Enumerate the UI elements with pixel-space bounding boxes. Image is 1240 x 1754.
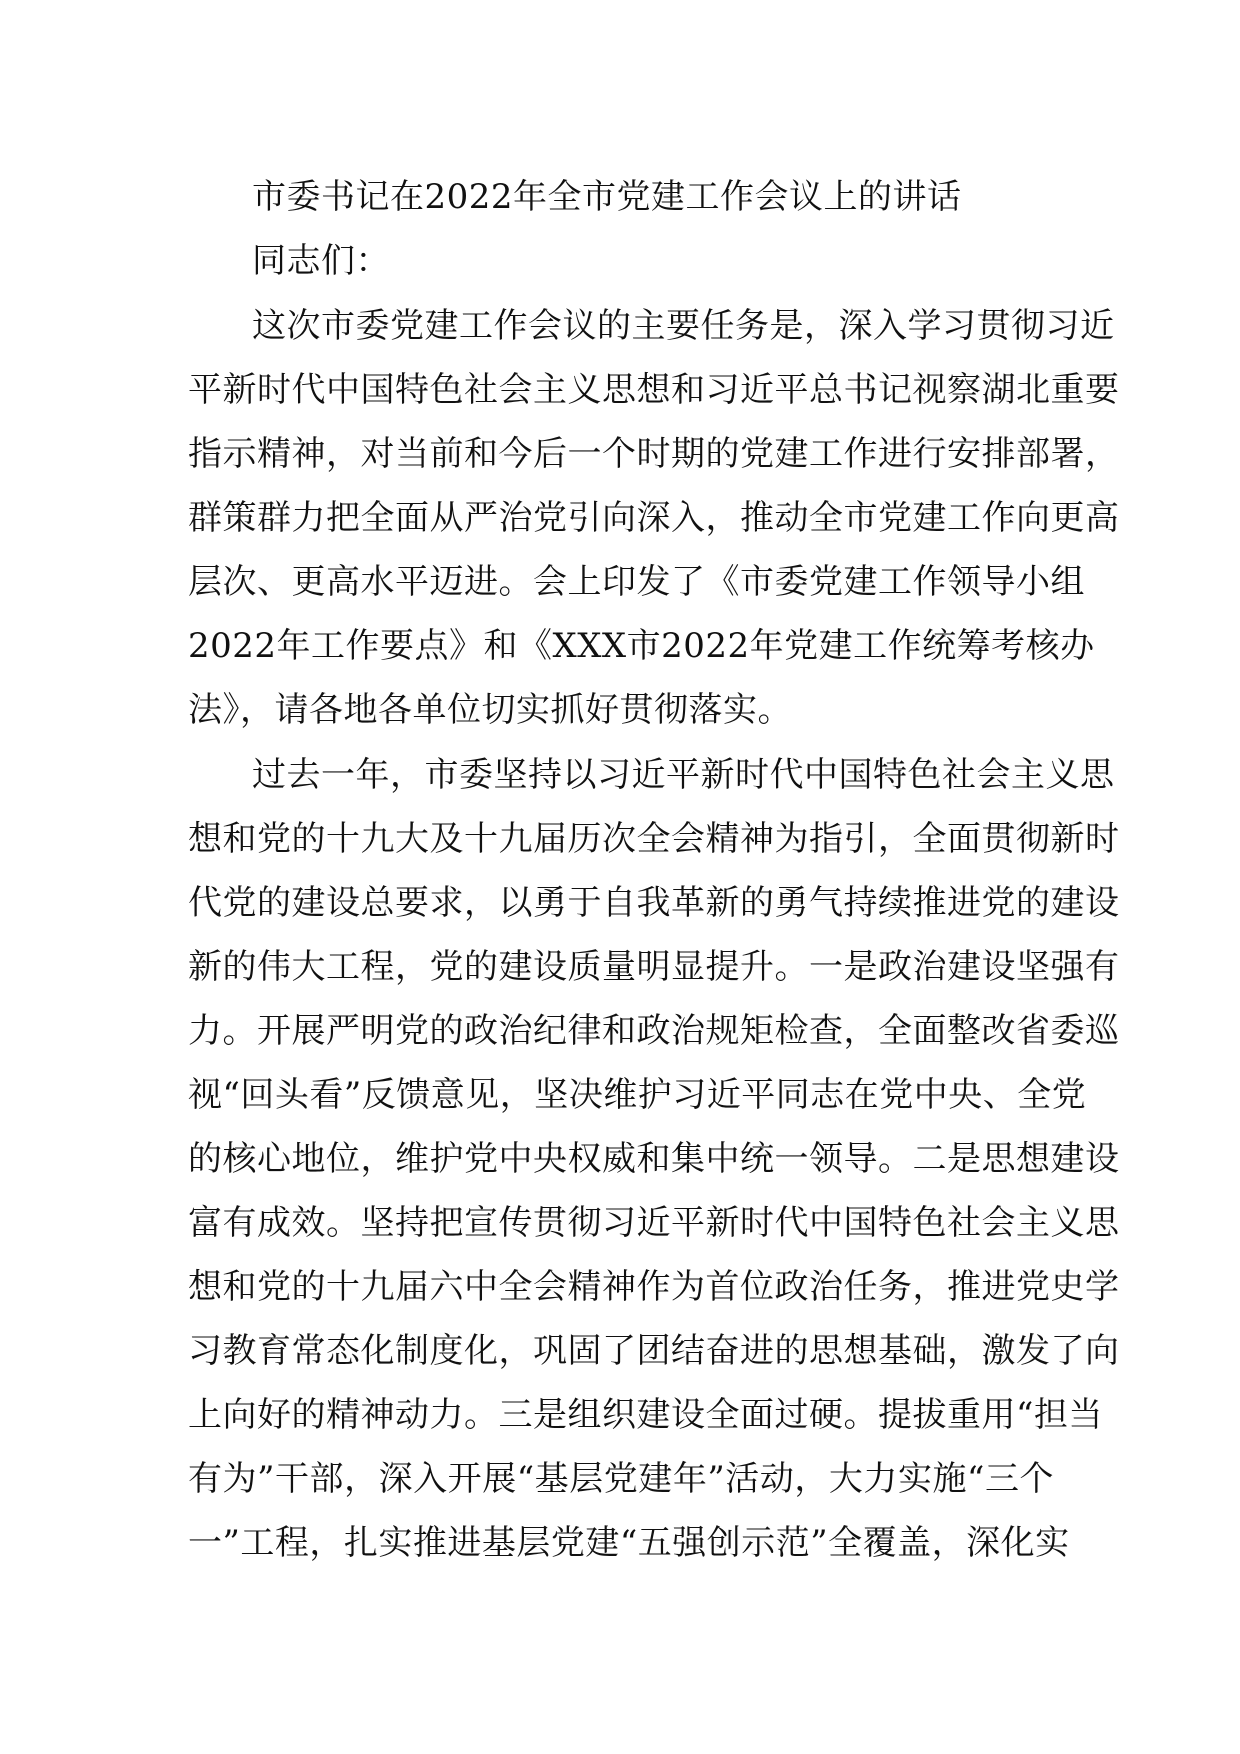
paragraph-line: 2022年工作要点》和《XXX市2022年党建工作统筹考核办 (188, 626, 1095, 666)
paragraph-line: 想和党的十九届六中全会精神作为首位政治任务，推进党史学 (188, 1267, 1120, 1307)
paragraph-line: 指示精神，对当前和今后一个时期的党建工作进行安排部署， (188, 434, 1120, 474)
paragraph-line: 上向好的精神动力。三是组织建设全面过硬。提拔重用“担当 (188, 1395, 1103, 1435)
paragraph-line: 平新时代中国特色社会主义思想和习近平总书记视察湖北重要 (188, 370, 1120, 410)
paragraph-line: 想和党的十九大及十九届历次全会精神为指引，全面贯彻新时 (188, 819, 1120, 859)
paragraph-line: 这次市委党建工作会议的主要任务是，深入学习贯彻习近 (252, 306, 1115, 346)
paragraph-line: 一”工程，扎实推进基层党建“五强创示范”全覆盖，深化实 (188, 1523, 1070, 1563)
paragraph-line: 的核心地位，维护党中央权威和集中统一领导。二是思想建设 (188, 1139, 1120, 1179)
paragraph-line: 层次、更高水平迈进。会上印发了《市委党建工作领导小组 (188, 562, 1085, 602)
paragraph-line: 有为”干部，深入开展“基层党建年”活动，大力实施“三个 (188, 1459, 1054, 1499)
paragraph-line: 习教育常态化制度化，巩固了团结奋进的思想基础，激发了向 (188, 1331, 1120, 1371)
paragraph-line: 法》，请各地各单位切实抓好贯彻落实。 (188, 690, 792, 730)
paragraph-line: 过去一年，市委坚持以习近平新时代中国特色社会主义思 (252, 755, 1115, 795)
paragraph-line: 代党的建设总要求，以勇于自我革新的勇气持续推进党的建设 (188, 883, 1120, 923)
paragraph-line: 力。开展严明党的政治纪律和政治规矩检查，全面整改省委巡 (188, 1011, 1120, 1051)
document-title: 市委书记在2022年全市党建工作会议上的讲话 (252, 177, 962, 217)
paragraph-line: 视“回头看”反馈意见，坚决维护习近平同志在党中央、全党 (188, 1075, 1087, 1115)
salutation: 同志们： (252, 241, 390, 281)
paragraph-line: 新的伟大工程，党的建设质量明显提升。一是政治建设坚强有 (188, 947, 1120, 987)
paragraph-line: 富有成效。坚持把宣传贯彻习近平新时代中国特色社会主义思 (188, 1203, 1120, 1243)
paragraph-line: 群策群力把全面从严治党引向深入，推动全市党建工作向更高 (188, 498, 1120, 538)
